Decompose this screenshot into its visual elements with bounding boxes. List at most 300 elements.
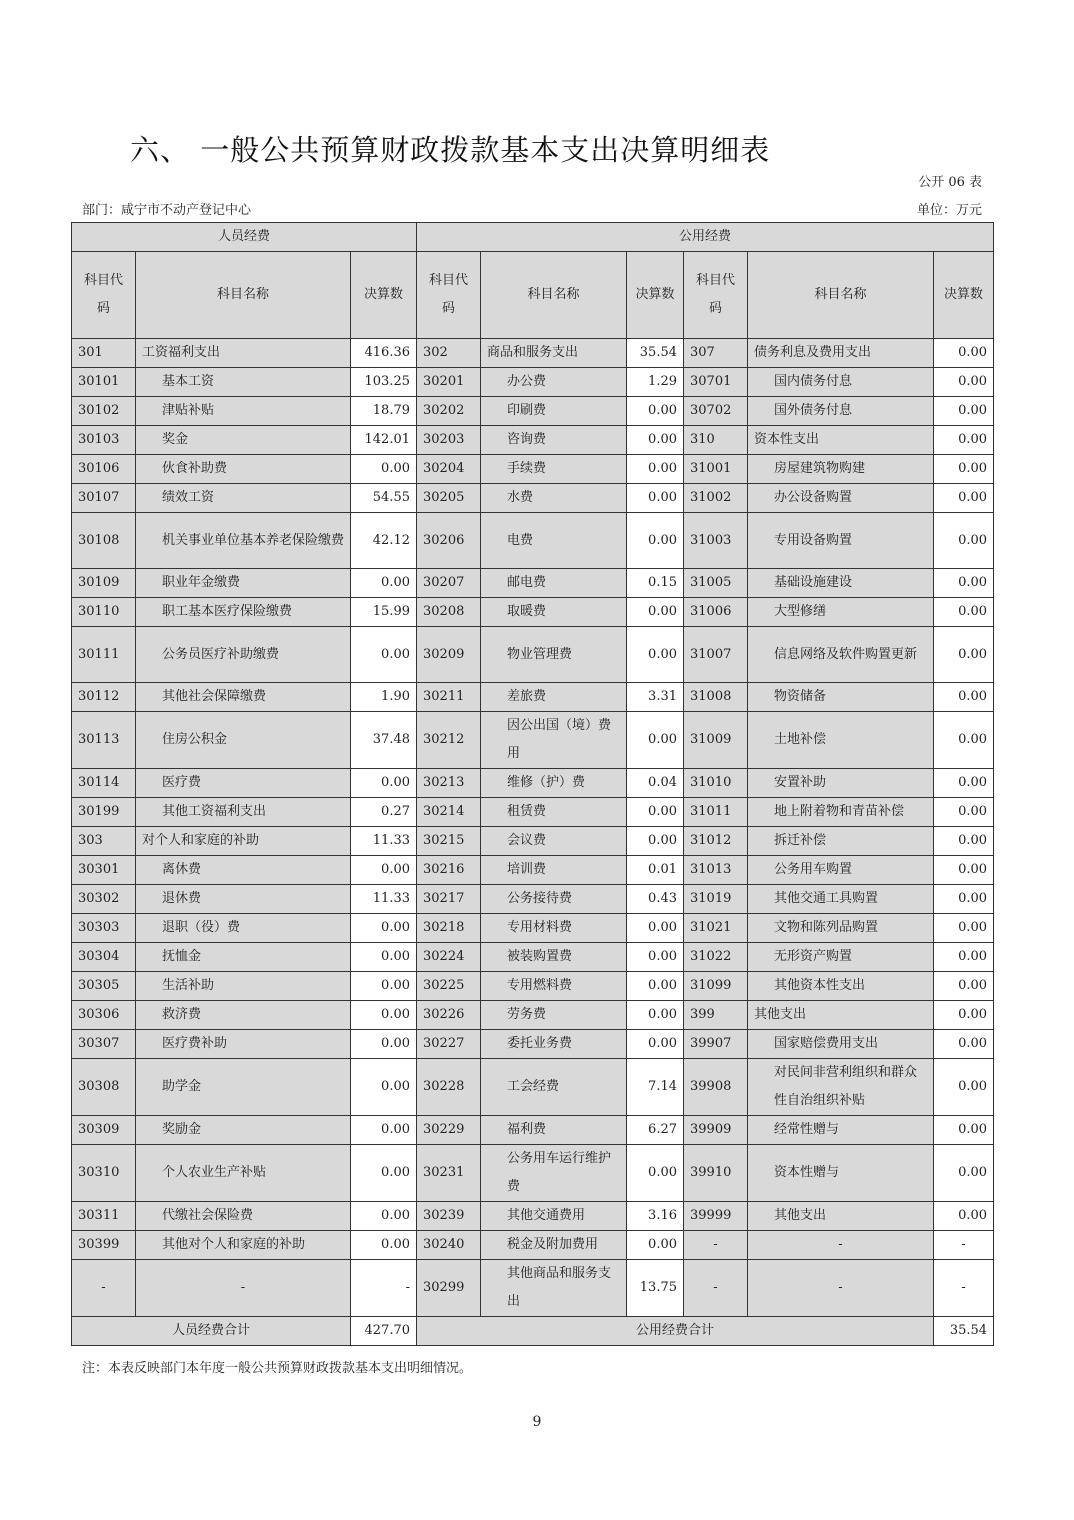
p-amt-cell: 0.00 — [351, 1116, 417, 1145]
department-label: 部门：咸宁市不动产登记中心 — [82, 203, 252, 218]
p-amt-cell: 0.00 — [351, 1231, 417, 1260]
g-code-cell: 30227 — [417, 1030, 481, 1059]
p-amt-cell: 42.12 — [351, 513, 417, 569]
p-name-cell: 救济费 — [136, 1001, 351, 1030]
h-name-cell: 其他支出 — [748, 1001, 934, 1030]
p-code-cell: 30301 — [72, 856, 136, 885]
p-amt-cell: 0.00 — [351, 1202, 417, 1231]
g-name-cell: 印刷费 — [481, 397, 627, 426]
page-number: 9 — [532, 1414, 542, 1430]
p-code-cell: 30306 — [72, 1001, 136, 1030]
p-name-cell: 伙食补助费 — [136, 455, 351, 484]
p-amt-cell: 0.00 — [351, 856, 417, 885]
h-code-cell: 39908 — [684, 1059, 748, 1116]
h-name-cell: 房屋建筑物购建 — [748, 455, 934, 484]
g-name-cell: 办公费 — [481, 368, 627, 397]
p-name-cell: 抚恤金 — [136, 943, 351, 972]
table-row — [72, 943, 994, 972]
g-amt-cell: 1.29 — [627, 368, 684, 397]
g-name-cell: 被装购置费 — [481, 943, 627, 972]
table-row — [72, 1202, 994, 1231]
g-amt-cell: 0.01 — [627, 856, 684, 885]
p-name-cell: 助学金 — [136, 1059, 351, 1116]
h-name-cell: 拆迁补偿 — [748, 827, 934, 856]
p-name-cell: 工资福利支出 — [136, 339, 351, 368]
table-row — [72, 885, 994, 914]
g-code-cell: 30212 — [417, 712, 481, 769]
h-name-cell: 债务利息及费用支出 — [748, 339, 934, 368]
g-amt-cell: 0.00 — [627, 598, 684, 627]
g-name-cell: 税金及附加费用 — [481, 1231, 627, 1260]
table-row — [72, 798, 994, 827]
h-code-cell: 31001 — [684, 455, 748, 484]
g-name-cell: 手续费 — [481, 455, 627, 484]
table-row — [72, 683, 994, 712]
g-name-cell: 公务用车运行维护费 — [481, 1145, 627, 1202]
h-amt-cell: 0.00 — [934, 397, 994, 426]
h-amt-cell: 0.00 — [934, 368, 994, 397]
h-amt-cell: 0.00 — [934, 569, 994, 598]
g-amt-cell: 0.00 — [627, 455, 684, 484]
g-code-cell: 30205 — [417, 484, 481, 513]
p-amt-cell: 416.36 — [351, 339, 417, 368]
g-amt-cell: 0.00 — [627, 397, 684, 426]
p-amt-cell: 142.01 — [351, 426, 417, 455]
g-code-cell: 30217 — [417, 885, 481, 914]
g-name-cell: 维修（护）费 — [481, 769, 627, 798]
h-name-cell: 国外债务付息 — [748, 397, 934, 426]
h-code-cell: 31013 — [684, 856, 748, 885]
p-name-cell: 公务员医疗补助缴费 — [136, 627, 351, 683]
p-name-cell: 职工基本医疗保险缴费 — [136, 598, 351, 627]
g-amt-cell: 0.15 — [627, 569, 684, 598]
h-amt-cell: - — [934, 1231, 994, 1260]
g-amt-cell: 0.00 — [627, 1030, 684, 1059]
h-name-cell: 其他资本性支出 — [748, 972, 934, 1001]
h-code-cell: 39907 — [684, 1030, 748, 1059]
p-amt-cell: 1.90 — [351, 683, 417, 712]
p-amt-cell: 0.27 — [351, 798, 417, 827]
g-code-cell: 30213 — [417, 769, 481, 798]
table-row — [72, 1231, 994, 1260]
h-amt-cell: 0.00 — [934, 426, 994, 455]
h-amt-cell: 0.00 — [934, 598, 994, 627]
p-code-cell: 30111 — [72, 627, 136, 683]
table-row — [72, 598, 994, 627]
p-code-cell: 30302 — [72, 885, 136, 914]
p-amt-cell: 0.00 — [351, 943, 417, 972]
g-code-cell: 30202 — [417, 397, 481, 426]
table-row — [72, 1001, 994, 1030]
g-name-cell: 邮电费 — [481, 569, 627, 598]
total-public-label: 公用经费合计 — [417, 1317, 934, 1346]
g-amt-cell: 0.00 — [627, 1145, 684, 1202]
g-amt-cell: 0.00 — [627, 1231, 684, 1260]
col-header-name: 科目名称 — [481, 252, 627, 339]
h-name-cell: 其他支出 — [748, 1202, 934, 1231]
table-row — [72, 368, 994, 397]
p-code-cell: 30311 — [72, 1202, 136, 1231]
h-name-cell: - — [748, 1260, 934, 1317]
h-code-cell: 39909 — [684, 1116, 748, 1145]
h-name-cell: 经常性赠与 — [748, 1116, 934, 1145]
h-amt-cell: 0.00 — [934, 914, 994, 943]
p-code-cell: 30199 — [72, 798, 136, 827]
g-amt-cell: 0.00 — [627, 827, 684, 856]
p-code-cell: 30101 — [72, 368, 136, 397]
g-amt-cell: 0.00 — [627, 513, 684, 569]
table-row — [72, 972, 994, 1001]
table-row — [72, 914, 994, 943]
h-amt-cell: 0.00 — [934, 943, 994, 972]
h-amt-cell: 0.00 — [934, 769, 994, 798]
g-name-cell: 会议费 — [481, 827, 627, 856]
table-row — [72, 1145, 994, 1202]
total-public-value: 35.54 — [934, 1317, 994, 1346]
section-header-personnel: 人员经费 — [72, 223, 417, 252]
expenditure-table — [71, 222, 994, 1346]
g-amt-cell: 0.00 — [627, 972, 684, 1001]
table-row — [72, 397, 994, 426]
h-amt-cell: 0.00 — [934, 683, 994, 712]
totals-row — [72, 1317, 994, 1346]
p-amt-cell: 0.00 — [351, 569, 417, 598]
g-amt-cell: 0.00 — [627, 1001, 684, 1030]
h-amt-cell: 0.00 — [934, 484, 994, 513]
g-code-cell: 30208 — [417, 598, 481, 627]
p-name-cell: 奖励金 — [136, 1116, 351, 1145]
table-row — [72, 513, 994, 569]
p-code-cell: 30110 — [72, 598, 136, 627]
p-amt-cell: 11.33 — [351, 827, 417, 856]
p-code-cell: 30310 — [72, 1145, 136, 1202]
p-amt-cell: 37.48 — [351, 712, 417, 769]
g-code-cell: 30225 — [417, 972, 481, 1001]
p-name-cell: 津贴补贴 — [136, 397, 351, 426]
h-name-cell: 基础设施建设 — [748, 569, 934, 598]
h-amt-cell: 0.00 — [934, 1030, 994, 1059]
h-code-cell: 31010 — [684, 769, 748, 798]
h-code-cell: 31007 — [684, 627, 748, 683]
h-name-cell: 办公设备购置 — [748, 484, 934, 513]
h-amt-cell: 0.00 — [934, 972, 994, 1001]
h-name-cell: 国家赔偿费用支出 — [748, 1030, 934, 1059]
p-code-cell: 30309 — [72, 1116, 136, 1145]
p-code-cell: 30108 — [72, 513, 136, 569]
g-amt-cell: 0.00 — [627, 627, 684, 683]
h-code-cell: 31012 — [684, 827, 748, 856]
g-name-cell: 取暖费 — [481, 598, 627, 627]
h-code-cell: 30702 — [684, 397, 748, 426]
p-name-cell: 医疗费 — [136, 769, 351, 798]
h-name-cell: 国内债务付息 — [748, 368, 934, 397]
h-name-cell: - — [748, 1231, 934, 1260]
col-header-code: 科目代码 — [72, 252, 136, 339]
p-code-cell: 30113 — [72, 712, 136, 769]
col-header-code: 科目代码 — [417, 252, 481, 339]
p-name-cell: 对个人和家庭的补助 — [136, 827, 351, 856]
g-name-cell: 其他交通费用 — [481, 1202, 627, 1231]
p-name-cell: 退休费 — [136, 885, 351, 914]
p-amt-cell: 103.25 — [351, 368, 417, 397]
table-row — [72, 426, 994, 455]
h-amt-cell: 0.00 — [934, 712, 994, 769]
p-name-cell: - — [136, 1260, 351, 1317]
p-code-cell: 30304 — [72, 943, 136, 972]
h-code-cell: 31009 — [684, 712, 748, 769]
p-name-cell: 职业年金缴费 — [136, 569, 351, 598]
g-amt-cell: 0.43 — [627, 885, 684, 914]
h-code-cell: 39910 — [684, 1145, 748, 1202]
col-header-name: 科目名称 — [748, 252, 934, 339]
h-code-cell: - — [684, 1231, 748, 1260]
h-name-cell: 土地补偿 — [748, 712, 934, 769]
h-amt-cell: 0.00 — [934, 455, 994, 484]
g-name-cell: 商品和服务支出 — [481, 339, 627, 368]
p-code-cell: 303 — [72, 827, 136, 856]
p-name-cell: 住房公积金 — [136, 712, 351, 769]
h-name-cell: 安置补助 — [748, 769, 934, 798]
col-header-amount: 决算数 — [627, 252, 684, 339]
table-row — [72, 1030, 994, 1059]
table-row — [72, 627, 994, 683]
g-amt-cell: 3.16 — [627, 1202, 684, 1231]
h-code-cell: 31021 — [684, 914, 748, 943]
h-name-cell: 地上附着物和青苗补偿 — [748, 798, 934, 827]
g-amt-cell: 3.31 — [627, 683, 684, 712]
p-amt-cell: 54.55 — [351, 484, 417, 513]
h-code-cell: 30701 — [684, 368, 748, 397]
g-code-cell: 30228 — [417, 1059, 481, 1116]
table-row — [72, 769, 994, 798]
g-name-cell: 物业管理费 — [481, 627, 627, 683]
h-amt-cell: 0.00 — [934, 885, 994, 914]
g-amt-cell: 0.00 — [627, 943, 684, 972]
col-header-amount: 决算数 — [934, 252, 994, 339]
h-amt-cell: 0.00 — [934, 1059, 994, 1116]
g-code-cell: 30218 — [417, 914, 481, 943]
p-name-cell: 离休费 — [136, 856, 351, 885]
table-row — [72, 856, 994, 885]
p-code-cell: 301 — [72, 339, 136, 368]
h-name-cell: 信息网络及软件购置更新 — [748, 627, 934, 683]
unit-label: 单位：万元 — [916, 203, 982, 218]
g-amt-cell: 0.00 — [627, 914, 684, 943]
table-row — [72, 484, 994, 513]
g-code-cell: 30226 — [417, 1001, 481, 1030]
g-name-cell: 工会经费 — [481, 1059, 627, 1116]
g-amt-cell: 0.00 — [627, 712, 684, 769]
g-amt-cell: 0.00 — [627, 798, 684, 827]
h-code-cell: 31008 — [684, 683, 748, 712]
g-name-cell: 租赁费 — [481, 798, 627, 827]
total-personnel-value: 427.70 — [351, 1317, 417, 1346]
g-code-cell: 30203 — [417, 426, 481, 455]
table-row — [72, 1116, 994, 1145]
g-code-cell: 30206 — [417, 513, 481, 569]
g-name-cell: 委托业务费 — [481, 1030, 627, 1059]
g-code-cell: 30214 — [417, 798, 481, 827]
form-number: 公开 06 表 — [918, 175, 982, 190]
h-amt-cell: 0.00 — [934, 1001, 994, 1030]
p-name-cell: 个人农业生产补贴 — [136, 1145, 351, 1202]
h-amt-cell: 0.00 — [934, 513, 994, 569]
p-name-cell: 其他工资福利支出 — [136, 798, 351, 827]
p-code-cell: 30308 — [72, 1059, 136, 1116]
p-name-cell: 其他对个人和家庭的补助 — [136, 1231, 351, 1260]
h-code-cell: 31005 — [684, 569, 748, 598]
p-amt-cell: 18.79 — [351, 397, 417, 426]
p-amt-cell: 0.00 — [351, 1001, 417, 1030]
g-code-cell: 30240 — [417, 1231, 481, 1260]
g-code-cell: 30299 — [417, 1260, 481, 1317]
p-name-cell: 其他社会保障缴费 — [136, 683, 351, 712]
h-amt-cell: 0.00 — [934, 339, 994, 368]
h-amt-cell: 0.00 — [934, 856, 994, 885]
h-code-cell: 31002 — [684, 484, 748, 513]
table-row — [72, 827, 994, 856]
h-code-cell: 31022 — [684, 943, 748, 972]
h-code-cell: 31099 — [684, 972, 748, 1001]
p-amt-cell: 0.00 — [351, 1145, 417, 1202]
table-row — [72, 1260, 994, 1317]
p-code-cell: 30107 — [72, 484, 136, 513]
h-name-cell: 公务用车购置 — [748, 856, 934, 885]
h-amt-cell: 0.00 — [934, 627, 994, 683]
h-code-cell: 307 — [684, 339, 748, 368]
h-code-cell: 31019 — [684, 885, 748, 914]
p-code-cell: 30303 — [72, 914, 136, 943]
h-name-cell: 大型修缮 — [748, 598, 934, 627]
p-name-cell: 代缴社会保险费 — [136, 1202, 351, 1231]
p-name-cell: 绩效工资 — [136, 484, 351, 513]
g-code-cell: 30229 — [417, 1116, 481, 1145]
h-name-cell: 文物和陈列品购置 — [748, 914, 934, 943]
p-name-cell: 生活补助 — [136, 972, 351, 1001]
g-code-cell: 302 — [417, 339, 481, 368]
p-amt-cell: 0.00 — [351, 627, 417, 683]
g-amt-cell: 0.00 — [627, 426, 684, 455]
h-code-cell: 39999 — [684, 1202, 748, 1231]
p-name-cell: 退职（役）费 — [136, 914, 351, 943]
h-amt-cell: 0.00 — [934, 1145, 994, 1202]
p-amt-cell: 0.00 — [351, 972, 417, 1001]
h-code-cell: 399 — [684, 1001, 748, 1030]
col-header-code: 科目代码 — [684, 252, 748, 339]
g-code-cell: 30207 — [417, 569, 481, 598]
p-amt-cell: 0.00 — [351, 1059, 417, 1116]
p-code-cell: 30103 — [72, 426, 136, 455]
g-name-cell: 公务接待费 — [481, 885, 627, 914]
h-code-cell: 310 — [684, 426, 748, 455]
table-row — [72, 569, 994, 598]
h-name-cell: 物资储备 — [748, 683, 934, 712]
table-row — [72, 455, 994, 484]
g-name-cell: 专用燃料费 — [481, 972, 627, 1001]
table-row — [72, 339, 994, 368]
g-name-cell: 培训费 — [481, 856, 627, 885]
table-row — [72, 1059, 994, 1116]
p-code-cell: 30114 — [72, 769, 136, 798]
g-amt-cell: 0.04 — [627, 769, 684, 798]
p-amt-cell: 15.99 — [351, 598, 417, 627]
g-amt-cell: 13.75 — [627, 1260, 684, 1317]
h-amt-cell: - — [934, 1260, 994, 1317]
g-name-cell: 专用材料费 — [481, 914, 627, 943]
p-amt-cell: 0.00 — [351, 769, 417, 798]
p-code-cell: 30109 — [72, 569, 136, 598]
h-amt-cell: 0.00 — [934, 1116, 994, 1145]
g-name-cell: 其他商品和服务支出 — [481, 1260, 627, 1317]
page-title: 六、 一般公共预算财政拨款基本支出决算明细表 — [130, 133, 771, 167]
g-name-cell: 差旅费 — [481, 683, 627, 712]
p-amt-cell: - — [351, 1260, 417, 1317]
h-code-cell: 31003 — [684, 513, 748, 569]
p-code-cell: 30112 — [72, 683, 136, 712]
g-amt-cell: 0.00 — [627, 484, 684, 513]
h-name-cell: 资本性赠与 — [748, 1145, 934, 1202]
g-code-cell: 30224 — [417, 943, 481, 972]
h-code-cell: - — [684, 1260, 748, 1317]
col-header-name: 科目名称 — [136, 252, 351, 339]
g-name-cell: 劳务费 — [481, 1001, 627, 1030]
g-code-cell: 30209 — [417, 627, 481, 683]
p-code-cell: 30305 — [72, 972, 136, 1001]
h-name-cell: 其他交通工具购置 — [748, 885, 934, 914]
g-name-cell: 电费 — [481, 513, 627, 569]
g-amt-cell: 6.27 — [627, 1116, 684, 1145]
total-personnel-label: 人员经费合计 — [72, 1317, 351, 1346]
g-code-cell: 30215 — [417, 827, 481, 856]
p-amt-cell: 11.33 — [351, 885, 417, 914]
g-name-cell: 福利费 — [481, 1116, 627, 1145]
h-name-cell: 对民间非营利组织和群众性自治组织补贴 — [748, 1059, 934, 1116]
p-amt-cell: 0.00 — [351, 1030, 417, 1059]
p-name-cell: 基本工资 — [136, 368, 351, 397]
h-amt-cell: 0.00 — [934, 1202, 994, 1231]
p-code-cell: - — [72, 1260, 136, 1317]
g-amt-cell: 35.54 — [627, 339, 684, 368]
p-amt-cell: 0.00 — [351, 455, 417, 484]
h-name-cell: 无形资产购置 — [748, 943, 934, 972]
h-name-cell: 资本性支出 — [748, 426, 934, 455]
p-code-cell: 30307 — [72, 1030, 136, 1059]
h-amt-cell: 0.00 — [934, 827, 994, 856]
g-code-cell: 30211 — [417, 683, 481, 712]
h-code-cell: 31006 — [684, 598, 748, 627]
g-code-cell: 30216 — [417, 856, 481, 885]
p-name-cell: 奖金 — [136, 426, 351, 455]
p-code-cell: 30399 — [72, 1231, 136, 1260]
g-name-cell: 咨询费 — [481, 426, 627, 455]
h-name-cell: 专用设备购置 — [748, 513, 934, 569]
col-header-amount: 决算数 — [351, 252, 417, 339]
footnote: 注：本表反映部门本年度一般公共预算财政拨款基本支出明细情况。 — [82, 1361, 473, 1376]
g-code-cell: 30204 — [417, 455, 481, 484]
g-name-cell: 水费 — [481, 484, 627, 513]
g-code-cell: 30201 — [417, 368, 481, 397]
g-name-cell: 因公出国（境）费用 — [481, 712, 627, 769]
h-amt-cell: 0.00 — [934, 798, 994, 827]
p-amt-cell: 0.00 — [351, 914, 417, 943]
p-name-cell: 医疗费补助 — [136, 1030, 351, 1059]
p-name-cell: 机关事业单位基本养老保险缴费 — [136, 513, 351, 569]
table-row — [72, 712, 994, 769]
g-code-cell: 30231 — [417, 1145, 481, 1202]
g-amt-cell: 7.14 — [627, 1059, 684, 1116]
section-header-public: 公用经费 — [417, 223, 994, 252]
g-code-cell: 30239 — [417, 1202, 481, 1231]
